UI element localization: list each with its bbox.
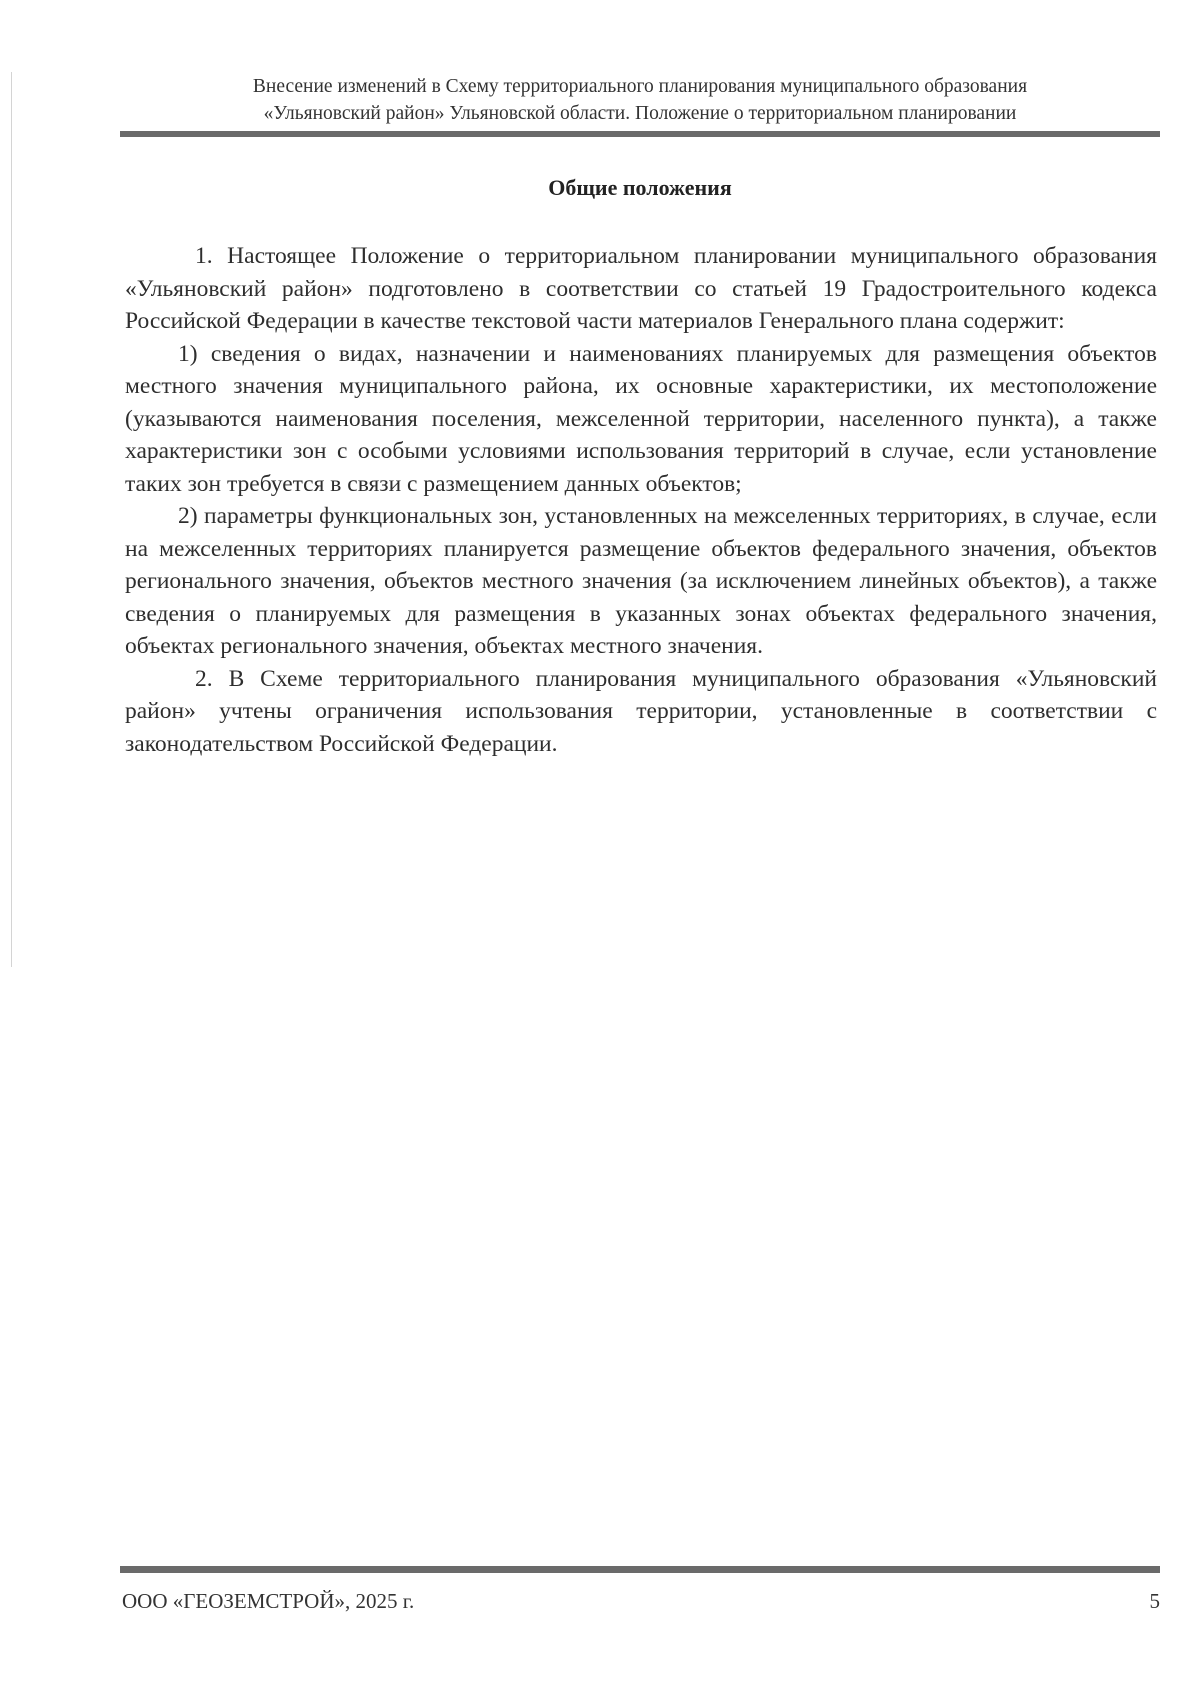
paragraph-1-item-2: 2) параметры функциональных зон, установленных на межселенных территориях, в случае, если на межселенных территориях планируется размещение объектов федерального значения, объектов регионального значения, объектов местного значения (за исключением линейных объектов), а также сведения о планируемых для размещения в указанных зонах объектах федерального значения, объектах регионального значения, объектах местного значения. [125, 503, 1157, 659]
footer-company: ООО «ГЕОЗЕМСТРОЙ», 2025 г. [122, 1589, 415, 1613]
page-header [120, 73, 1160, 127]
footer-divider [120, 1566, 1160, 1573]
header-divider [120, 131, 1160, 137]
page-number: 5 [1149, 1589, 1160, 1613]
scan-edge-line [11, 72, 12, 967]
header-line-1: Внесение изменений в Схему территориального планирования муниципального образования [252, 76, 1028, 97]
paragraph-1-item-1: 1) сведения о видах, назначении и наименованиях планируемых для размещения объектов местного значения муниципального района, их основные характеристики, их местоположение (указываются наименования поселения, межселенной территории, населенного пункта), а также характеристики зон с особыми условиями использования территорий в случае, если установление таких зон требуется в связи с размещением данных объектов; [125, 340, 1157, 497]
paragraph-1: 1. Настоящее Положение о территориальном планировании муниципального образования «Ульяновский район» подготовлено в соответствии со статьей 19 Градостроительного кодекса Российской Федерации в качестве текстовой части материалов Генерального плана содержит: [125, 243, 1157, 334]
section-title: Общие положения [548, 175, 732, 200]
header-line-2: «Ульяновский район» Ульяновской области. Положение о территориальном планировании [263, 103, 1017, 124]
paragraph-2: 2. В Схеме территориального планирования муниципального образования «Ульяновский район» учтены ограничения использования территории, установленные в соответствии с законодательством Российской Федерации. [125, 665, 1157, 757]
document-body [125, 240, 1157, 760]
